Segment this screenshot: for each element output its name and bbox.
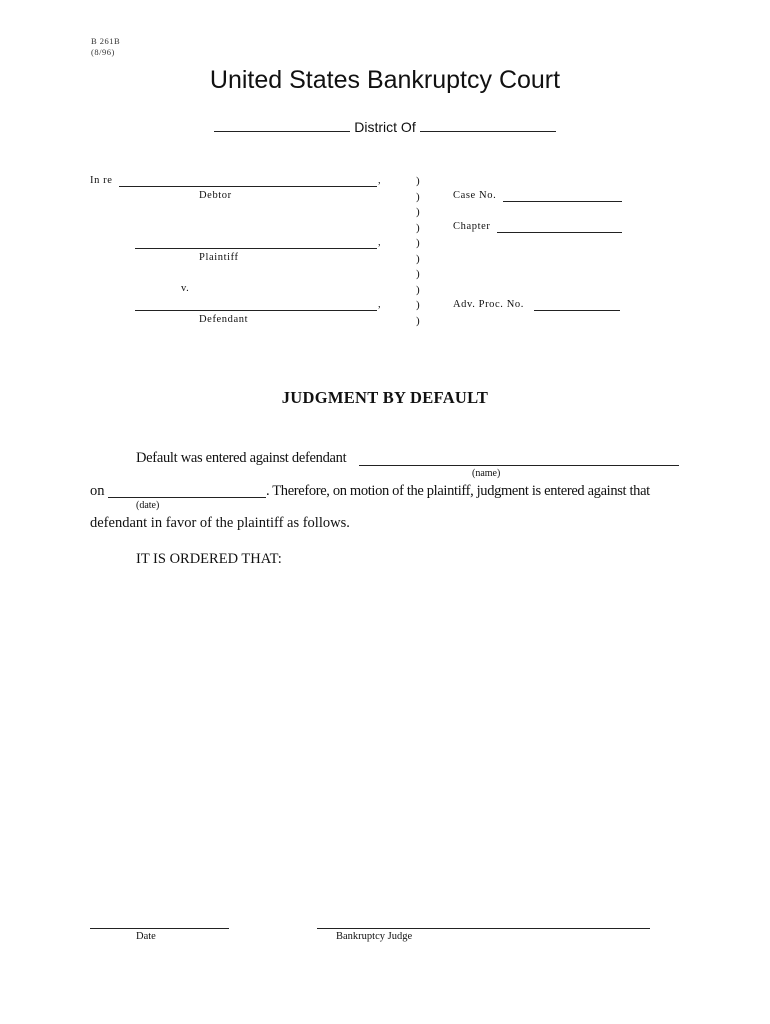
judge-label: Bankruptcy Judge [336,931,413,942]
on-text: on [90,483,105,499]
paren: ) [416,283,420,296]
form-identifier [91,36,120,57]
favor-text: defendant in favor of the plaintiff as follows. [90,515,350,531]
chapter-field[interactable] [497,232,622,233]
plaintiff-comma: , [378,237,382,248]
district-of-field[interactable] [420,119,556,132]
debtor-name-field[interactable] [119,186,377,187]
defendant-name-blank[interactable] [359,465,679,466]
district-label: District Of [354,119,416,135]
form-number: B 261B [91,36,121,46]
plaintiff-label: Plaintiff [199,252,239,263]
district-line [0,119,770,135]
default-date-blank[interactable] [108,497,266,498]
judge-signature-line[interactable] [317,928,650,929]
signature-date-label: Date [136,931,156,942]
paren: ) [416,237,420,249]
adv-proc-label: Adv. Proc. No. [453,299,525,310]
case-no-field[interactable] [503,201,622,202]
defendant-name-field[interactable] [135,310,377,311]
district-name-field[interactable] [214,119,350,132]
therefore-text: . Therefore, on motion of the plaintiff, judgment is entered against that [266,483,650,499]
paren: ) [416,314,420,327]
form-revision-date: (8/96) [91,46,115,57]
versus-label: v. [181,283,190,294]
judgment-title: JUDGMENT BY DEFAULT [281,388,489,407]
chapter-label: Chapter [453,221,491,232]
debtor-comma: , [378,175,382,186]
in-re-label: In re [90,175,113,186]
ordered-text: IT IS ORDERED THAT: [136,551,282,567]
paren: ) [416,175,420,187]
adv-proc-field[interactable] [534,310,620,311]
date-label-small: (date) [136,500,160,511]
caption-parentheses [416,174,420,329]
paren: ) [416,190,420,203]
paren: ) [416,268,420,280]
default-entered-text: Default was entered against defendant [136,450,347,466]
debtor-label: Debtor [199,190,232,201]
defendant-comma: , [378,299,382,310]
signature-date-line[interactable] [90,928,229,929]
name-label: (name) [472,468,501,479]
plaintiff-name-field[interactable] [135,248,377,249]
court-title: United States Bankruptcy Court [209,66,561,94]
paren: ) [416,299,420,311]
paren: ) [416,206,420,218]
paren: ) [416,221,420,234]
defendant-label: Defendant [199,314,249,325]
paren: ) [416,252,420,265]
case-no-label: Case No. [453,190,497,201]
